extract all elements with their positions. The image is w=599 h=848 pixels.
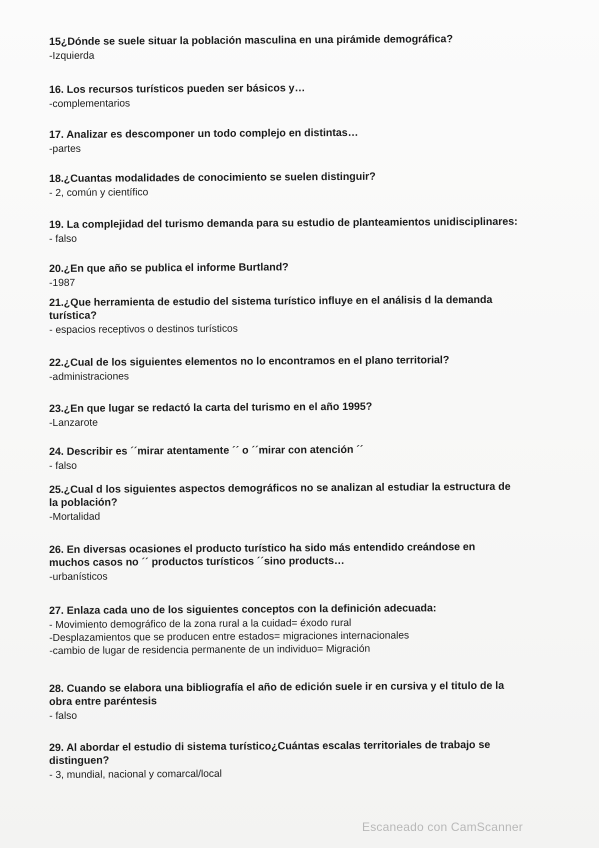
answer-text [49, 230, 539, 246]
answer-text [49, 321, 511, 337]
answer-line: -Mortalidad [49, 511, 101, 523]
question-item [49, 216, 539, 246]
answer-text [49, 184, 519, 200]
answer-line: -complementarios [49, 98, 131, 110]
answer-line: -partes [49, 143, 81, 155]
question-text: 15¿Dónde se suele situar la población masculina en una pirámide demográfica? [49, 33, 453, 48]
question-text: 21.¿Que herramienta de estudio del sistema turístico influye en el análisis d la demanda turística? [49, 293, 493, 322]
answer-text [49, 368, 519, 384]
answer-line: - falso [49, 710, 78, 722]
answer-line: - Movimiento demográfico de la zona rural a la cuidad= éxodo rural [49, 617, 352, 631]
question-item [49, 354, 519, 384]
answer-line: - falso [49, 460, 77, 472]
question-text: 24. Describir es ´´mirar atentamente ´´ o ´´mirar con atención ´´ [49, 443, 364, 458]
question-item [49, 443, 519, 473]
question-text: 23.¿En que lugar se redactó la carta del turismo en el año 1995? [49, 400, 373, 415]
answer-text [49, 95, 519, 111]
scanner-watermark: Escaneado con CamScanner [362, 820, 523, 834]
answer-line: - 3, mundial, nacional y comarcal/local [49, 768, 222, 781]
question-item [49, 739, 509, 782]
answer-text [49, 568, 517, 584]
question-text: 22.¿Cual de los siguientes elementos no lo encontramos en el plano territorial? [49, 354, 450, 369]
answer-text [49, 616, 519, 658]
question-text: 27. Enlaza cada uno de los siguientes conceptos con la definición adecuada: [49, 602, 437, 617]
answer-line: -urbanísticos [49, 571, 108, 583]
answer-text [49, 457, 519, 473]
question-text: 26. En diversas ocasiones el producto turístico ha sido más entendido creándose en muchos casos no ´´ productos turísticos ´´sino products… [49, 541, 476, 569]
answer-text [49, 766, 509, 782]
question-text: 25.¿Cual d los siguientes aspectos demográficos no se analizan al estudiar la estructura de la población? [49, 480, 511, 509]
answer-text [49, 47, 519, 63]
question-item [49, 260, 519, 290]
answer-text [49, 414, 519, 430]
question-text: 29. Al abordar el estudio di sistema turístico¿Cuántas escalas territoriales de trabajo se distinguen? [49, 738, 491, 767]
question-item [49, 33, 519, 63]
answer-text [49, 707, 519, 723]
question-item [49, 541, 517, 584]
answer-line: -1987 [49, 277, 76, 289]
question-text: 28. Cuando se elabora una bibliografía el año de edición suele ir en cursiva y el titulo de la obra entre paréntesis [49, 679, 505, 708]
question-text: 16. Los recursos turísticos pueden ser básicos y… [49, 82, 306, 96]
answer-text [49, 508, 519, 524]
answer-text [49, 274, 519, 290]
question-item [49, 126, 519, 156]
answer-line: -Lanzarote [49, 417, 98, 429]
question-item [49, 680, 519, 723]
answer-text [49, 140, 519, 156]
answer-line: -Desplazamientos que se producen entre estados= migraciones internacionales [49, 630, 410, 644]
question-item [49, 400, 519, 430]
question-item [49, 170, 519, 200]
question-text: 18.¿Cuantas modalidades de conocimiento se suelen distinguir? [49, 170, 376, 185]
answer-line: -Izquierda [49, 50, 95, 62]
answer-line: - 2, común y científico [49, 187, 149, 199]
answer-line: -administraciones [49, 371, 130, 383]
answer-line: -cambio de lugar de residencia permanente de un individuo= Migración [49, 643, 371, 657]
question-text: 19. La complejidad del turismo demanda para su estudio de planteamientos unidisciplinares: [49, 215, 518, 231]
question-item [49, 81, 519, 111]
question-item [49, 602, 519, 658]
question-text: 17. Analizar es descomponer un todo complejo en distintas… [49, 126, 359, 141]
question-item [49, 294, 511, 337]
question-text: 20.¿En que año se publica el informe Burtland? [49, 261, 289, 275]
answer-line: - falso [49, 233, 77, 245]
answer-line: - espacios receptivos o destinos turísticos [49, 323, 238, 336]
question-item [49, 481, 519, 524]
